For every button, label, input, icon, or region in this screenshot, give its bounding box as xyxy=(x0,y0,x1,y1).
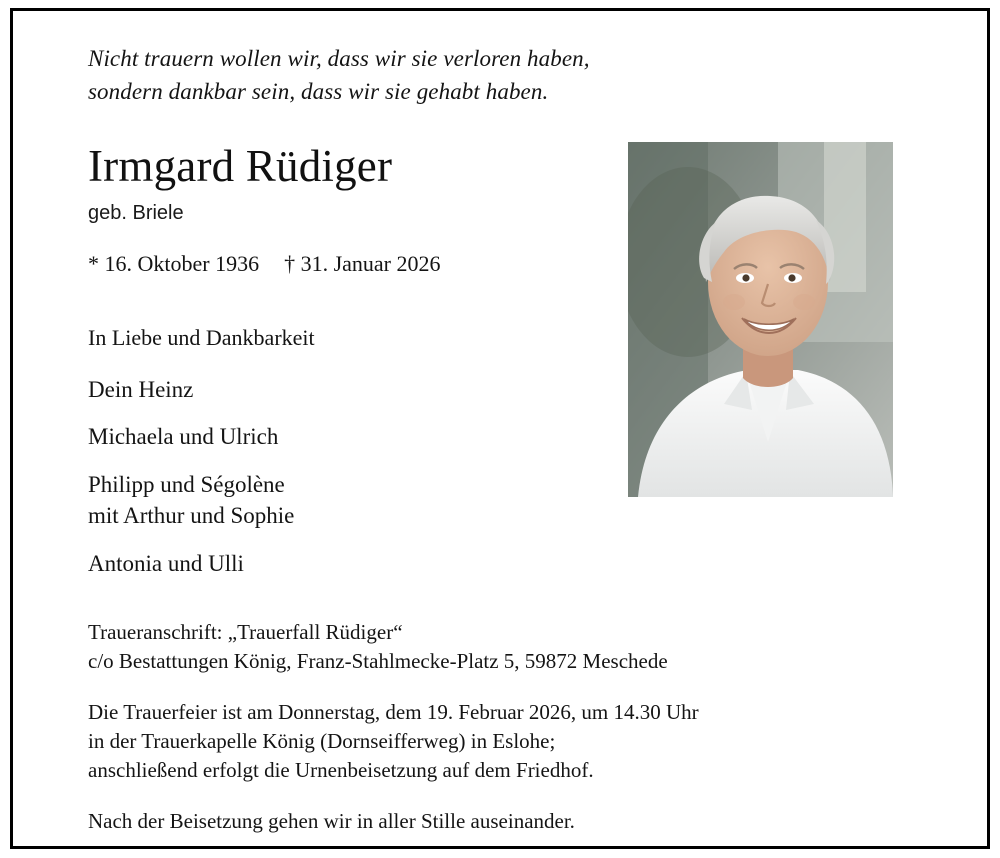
ceremony-block xyxy=(88,698,960,785)
maiden-name: geb. Briele xyxy=(88,201,184,224)
notice-footer xyxy=(88,618,960,858)
memorial-quote xyxy=(88,42,940,109)
death-date: 31. Januar 2026 xyxy=(300,250,441,276)
ceremony-line-1: Die Trauerfeier ist am Donnerstag, dem 19. Februar 2026, um 14.30 Uhr xyxy=(88,699,699,724)
closing-block xyxy=(88,807,960,836)
life-dates xyxy=(88,251,608,277)
mourner-item: Dein Heinz xyxy=(88,376,194,402)
quote-line-2: sondern dankbar sein, dass wir sie gehabt haben. xyxy=(88,79,549,105)
quote-line-1: Nicht trauern wollen wir, dass wir sie verloren haben, xyxy=(88,46,590,71)
closing-line: Nach der Beisetzung gehen wir in aller Stille auseinander. xyxy=(88,808,575,833)
text-column xyxy=(88,140,608,578)
birth-date: 16. Oktober 1936 xyxy=(104,250,260,276)
ceremony-line-2: in der Trauerkapelle König (Dornseifferweg) in Eslohe; xyxy=(88,728,556,753)
address-line-2: c/o Bestattungen König, Franz-Stahlmecke-Platz 5, 59872 Meschede xyxy=(88,648,668,673)
mourners-list xyxy=(88,375,608,578)
ceremony-line-3: anschließend erfolgt die Urnenbeisetzung auf dem Friedhof. xyxy=(88,757,594,782)
mourner-item: Michaela und Ulrich xyxy=(88,424,279,450)
deceased-name: Irmgard Rüdiger xyxy=(88,140,393,191)
birth-symbol-icon: * xyxy=(88,250,99,276)
mourning-address-block xyxy=(88,618,960,676)
cross-symbol-icon: † xyxy=(284,250,296,276)
mourner-item-children: mit Arthur und Sophie xyxy=(88,503,295,529)
portrait-photo xyxy=(628,142,893,497)
mourner-item: Antonia und Ulli xyxy=(88,550,244,576)
dedication-line: In Liebe und Dankbarkeit xyxy=(88,324,315,350)
mourner-item: Philipp und Ségolène xyxy=(88,471,285,497)
address-line-1: Traueranschrift: „Trauerfall Rüdiger“ xyxy=(88,620,403,644)
portrait-image xyxy=(628,142,893,497)
